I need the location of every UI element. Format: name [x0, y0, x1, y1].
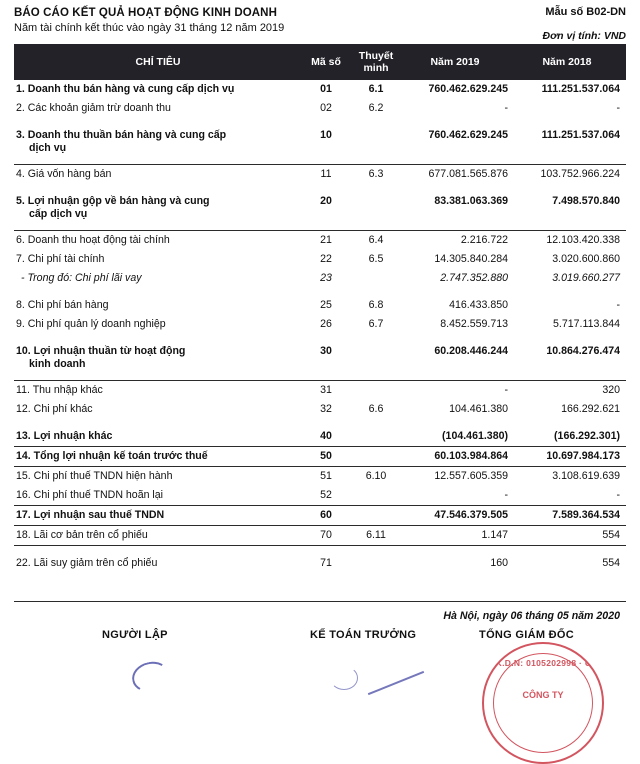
row-value-2018: 12.103.420.338: [514, 231, 626, 251]
row-note-cell: 6.1: [368, 83, 384, 95]
table-row: [14, 231, 626, 251]
table-row: [14, 288, 626, 315]
row-value-2019: 760.462.629.245: [428, 83, 508, 95]
row-code-cell: 26: [320, 318, 332, 330]
row-code-cell: 11: [302, 165, 350, 185]
row-value-2019: 1.147: [402, 526, 514, 546]
table-row: [14, 506, 626, 526]
page-title: BÁO CÁO KẾT QUẢ HOẠT ĐỘNG KINH DOANH: [14, 7, 277, 19]
table-row: [14, 250, 626, 269]
row-note-cell: [350, 486, 402, 506]
row-note-cell: 6.7: [368, 318, 384, 330]
column-header-label: CHỈ TIÊU: [14, 44, 302, 80]
row-label: 4. Giá vốn hàng bán: [16, 168, 112, 180]
row-code-cell: 50: [302, 447, 350, 467]
row-label-cell: [14, 99, 302, 118]
row-label: 17. Lợi nhuận sau thuế TNDN: [16, 509, 165, 521]
table-row: [14, 486, 626, 506]
table-row: [14, 99, 626, 118]
row-code-cell: 01: [320, 83, 332, 95]
row-label-line2: dịch vụ: [29, 142, 67, 154]
row-label: 10. Lợi nhuận thuần từ hoạt động: [16, 345, 186, 357]
table-row: [14, 381, 626, 401]
currency-unit: Đơn vị tính: VND: [542, 30, 626, 42]
row-label-cell: [14, 447, 302, 467]
stamp-company-text: CÔNG TY: [522, 690, 564, 700]
row-label: 5. Lợi nhuận gộp về bán hàng và cung: [16, 195, 210, 207]
ink-signature-accountant: [330, 666, 358, 690]
row-label-cell: [14, 486, 302, 506]
row-value-2018: 5.717.113.844: [553, 318, 620, 330]
row-label-cell: [14, 526, 302, 546]
row-value-2019: 160: [402, 546, 514, 574]
row-label: 16. Chi phí thuế TNDN hoãn lại: [16, 489, 164, 501]
row-label: 15. Chi phí thuế TNDN hiện hành: [16, 470, 173, 482]
row-label-cell: [14, 165, 302, 185]
stamp-registration-text: Đ.K.D.N: 0105202998 · C.T: [486, 658, 600, 668]
place-and-date: Hà Nội, ngày 06 tháng 05 năm 2020: [443, 610, 620, 622]
row-label: 2. Các khoản giảm trừ doanh thu: [16, 102, 171, 114]
row-label: 8. Chi phí bán hàng: [16, 299, 109, 311]
row-note-cell: 6.3: [350, 165, 402, 185]
row-note-cell: [350, 419, 402, 447]
row-note-cell: 6.2: [368, 102, 384, 114]
row-note-cell: 6.6: [368, 403, 384, 415]
row-label-cell: [14, 334, 302, 381]
row-value-2018: -: [616, 102, 620, 114]
table-body: [14, 80, 626, 573]
row-label-cell: [14, 118, 302, 165]
signature-label-preparer: NGƯỜI LẬP: [102, 629, 168, 641]
table-row: [14, 400, 626, 419]
row-value-2019: 83.381.063.369: [434, 195, 508, 207]
row-note-cell: [350, 184, 402, 231]
row-label-cell: [14, 381, 302, 401]
row-label-cell: [14, 80, 302, 99]
row-label-cell: [14, 250, 302, 269]
row-code-cell: 60: [302, 506, 350, 526]
row-label-cell: [14, 546, 302, 574]
column-header-note: Thuyết minh: [350, 44, 402, 80]
row-code-cell: 52: [320, 489, 332, 501]
row-value-2019: 14.305.840.284: [434, 253, 508, 265]
row-label: - Trong đó: Chi phí lãi vay: [21, 272, 142, 284]
row-note-cell: [350, 381, 402, 401]
row-label: 3. Doanh thu thuần bán hàng và cung cấp: [16, 129, 227, 141]
row-label-cell: [14, 467, 302, 487]
table-row: [14, 80, 626, 99]
table-row: [14, 526, 626, 546]
income-statement-table: [14, 44, 626, 573]
row-value-2019: 12.557.605.359: [402, 467, 514, 487]
row-value-2018: 111.251.537.064: [541, 129, 620, 141]
row-value-2018: 3.020.600.860: [552, 253, 620, 265]
row-note-cell: 6.10: [350, 467, 402, 487]
table-row: [14, 118, 626, 165]
row-label: 1. Doanh thu bán hàng và cung cấp dịch vụ: [16, 83, 235, 95]
fiscal-period-subtitle: Năm tài chính kết thúc vào ngày 31 tháng 12 năm 2019: [14, 22, 285, 34]
row-label: 6. Doanh thu hoạt động tài chính: [16, 234, 170, 246]
row-value-2019: 2.216.722: [402, 231, 514, 251]
company-seal-stamp: [482, 642, 604, 764]
row-label-cell: [14, 184, 302, 231]
row-value-2018: 103.752.966.224: [514, 165, 626, 185]
row-value-2018: 7.589.364.534: [514, 506, 626, 526]
table-row: [14, 447, 626, 467]
row-note-cell: [350, 447, 402, 467]
table-row: [14, 419, 626, 447]
row-value-2019: -: [504, 489, 508, 501]
row-label-cell: [14, 231, 302, 251]
row-code-cell: 21: [302, 231, 350, 251]
table-row: [14, 546, 626, 574]
row-label-cell: [14, 269, 302, 288]
row-note-cell: 6.8: [368, 299, 384, 311]
row-code-cell: 71: [302, 546, 350, 574]
row-label-cell: [14, 288, 302, 315]
row-value-2018: 7.498.570.840: [552, 195, 620, 207]
row-label-cell: [14, 506, 302, 526]
row-value-2018: 111.251.537.064: [541, 83, 620, 95]
row-note-cell: [350, 506, 402, 526]
table-row: [14, 334, 626, 381]
ink-signature-stroke: [368, 671, 424, 695]
row-label: 12. Chi phí khác: [16, 403, 93, 415]
row-value-2018: 3.019.660.277: [552, 272, 620, 284]
row-note-cell: 6.5: [368, 253, 384, 265]
row-label-cell: [14, 419, 302, 447]
row-label-line2: kinh doanh: [29, 358, 86, 370]
row-label-cell: [14, 400, 302, 419]
row-value-2019: 2.747.352.880: [440, 272, 508, 284]
row-label: 7. Chi phí tài chính: [16, 253, 105, 265]
table-row: [14, 315, 626, 334]
row-label: 11. Thu nhập khác: [16, 384, 103, 396]
row-value-2019: 104.461.380: [449, 403, 508, 415]
row-value-2019: -: [504, 102, 508, 114]
row-value-2018: (166.292.301): [554, 430, 620, 442]
row-note-cell: [350, 334, 402, 381]
row-label: 9. Chi phí quản lý doanh nghiệp: [16, 318, 166, 330]
row-value-2019: 47.546.379.505: [402, 506, 514, 526]
row-label: 22. Lãi suy giảm trên cổ phiếu: [16, 557, 158, 569]
row-code-cell: 02: [320, 102, 332, 114]
row-label: 14. Tổng lợi nhuận kế toán trước thuế: [16, 450, 208, 462]
table-row: [14, 467, 626, 487]
row-code-cell: 30: [320, 345, 332, 357]
row-value-2018: -: [616, 299, 620, 311]
row-value-2018: 166.292.621: [561, 403, 620, 415]
table-row: [14, 165, 626, 185]
row-note-cell: [350, 118, 402, 165]
column-header-year-2018: Năm 2018: [514, 44, 626, 80]
row-code-cell: 70: [302, 526, 350, 546]
row-value-2019: 677.081.565.876: [402, 165, 514, 185]
row-value-2018: 554: [514, 526, 626, 546]
row-code-cell: 23: [320, 272, 332, 284]
row-value-2019: 60.103.984.864: [402, 447, 514, 467]
row-note-cell: 6.11: [350, 526, 402, 546]
row-label-cell: [14, 315, 302, 334]
row-value-2018: 320: [514, 381, 626, 401]
row-code-cell: 51: [302, 467, 350, 487]
row-note-cell: [350, 546, 402, 574]
row-label-line2: cấp dịch vụ: [29, 208, 88, 220]
form-code: Mẫu số B02-DN: [545, 6, 626, 18]
row-code-cell: 22: [320, 253, 332, 265]
row-value-2019: 60.208.446.244: [434, 345, 508, 357]
row-label: 13. Lợi nhuận khác: [16, 430, 113, 442]
signature-label-general-director: TỔNG GIÁM ĐỐC: [479, 629, 574, 641]
row-note-cell: [350, 269, 402, 288]
row-label: 18. Lãi cơ bản trên cổ phiếu: [16, 529, 148, 541]
document-header: [0, 0, 640, 44]
signature-label-chief-accountant: KẾ TOÁN TRƯỞNG: [310, 629, 417, 641]
row-value-2019: 416.433.850: [449, 299, 508, 311]
table-row: [14, 269, 626, 288]
row-value-2018: 10.864.276.474: [546, 345, 620, 357]
table-row: [14, 184, 626, 231]
row-code-cell: 25: [320, 299, 332, 311]
row-value-2018: 10.697.984.173: [514, 447, 626, 467]
row-value-2019: 760.462.629.245: [428, 129, 508, 141]
table-header: [14, 44, 626, 80]
row-code-cell: 31: [302, 381, 350, 401]
column-header-code: Mã số: [302, 44, 350, 80]
row-value-2019: (104.461.380): [442, 430, 508, 442]
row-value-2019: 8.452.559.713: [440, 318, 508, 330]
row-value-2018: -: [616, 489, 620, 501]
column-header-year-2019: Năm 2019: [402, 44, 514, 80]
ink-signature-preparer: [129, 658, 172, 695]
row-value-2019: -: [402, 381, 514, 401]
row-code-cell: 20: [320, 195, 332, 207]
row-note-cell: 6.4: [350, 231, 402, 251]
signature-footer: [14, 601, 626, 700]
row-value-2018: 3.108.619.639: [514, 467, 626, 487]
row-code-cell: 40: [320, 430, 332, 442]
row-code-cell: 10: [320, 129, 332, 141]
row-code-cell: 32: [320, 403, 332, 415]
row-value-2018: 554: [514, 546, 626, 574]
